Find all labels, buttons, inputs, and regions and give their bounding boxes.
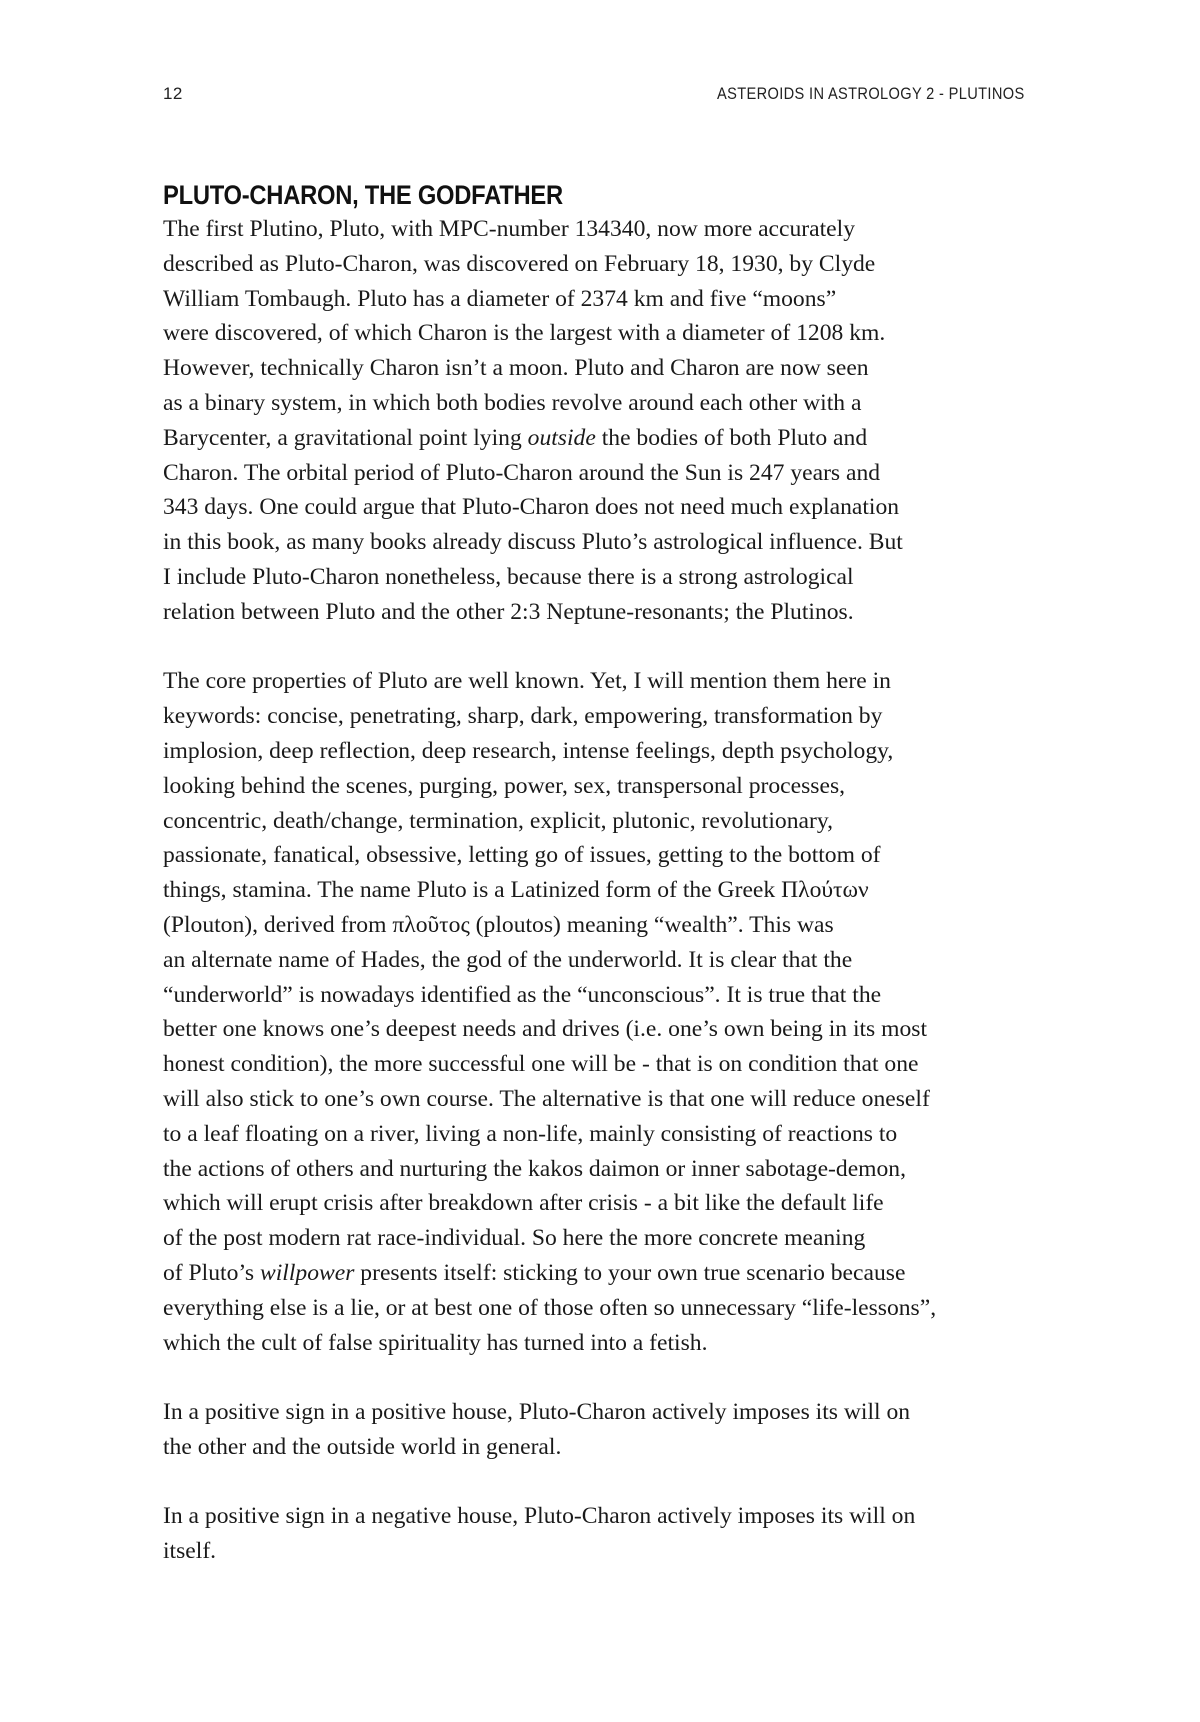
text-segment: described as Pluto-Charon, was discovered on February 18, 1930, by Clyde	[163, 250, 876, 277]
paragraph	[163, 212, 1035, 630]
text-line	[163, 316, 1035, 351]
text-segment: I include Pluto-Charon nonetheless, because there is a strong astrological	[163, 563, 854, 590]
text-line	[163, 351, 1035, 386]
text-segment: Barycenter, a gravitational point lying	[163, 424, 528, 451]
text-segment: in this book, as many books already discuss Pluto’s astrological influence. But	[163, 529, 903, 556]
text-line	[163, 1082, 1035, 1117]
text-segment: 343 days. One could argue that Pluto-Charon does not need much explanation	[163, 494, 900, 521]
text-segment: itself.	[163, 1538, 217, 1565]
paragraph	[163, 1395, 1035, 1465]
section-title: PLUTO-CHARON, THE GODFATHER	[163, 180, 563, 210]
text-line	[163, 1012, 1035, 1047]
text-line	[163, 1256, 1035, 1291]
text-segment: the bodies of both Pluto and	[595, 424, 868, 451]
text-line	[163, 595, 1035, 630]
text-segment: the actions of others and nurturing the kakos daimon or inner sabotage-demon,	[163, 1155, 907, 1182]
text-line	[163, 1152, 1035, 1187]
text-segment: everything else is a lie, or at best one of those often so unnecessary “life-lessons”,	[163, 1294, 937, 1321]
text-segment: implosion, deep reflection, deep research, intense feelings, depth psychology,	[163, 737, 894, 764]
text-line	[163, 456, 1035, 491]
text-line	[163, 421, 1035, 456]
text-segment: In a positive sign in a positive house, Pluto-Charon actively imposes its will on	[163, 1399, 911, 1426]
text-line	[163, 1395, 1035, 1430]
text-line	[163, 943, 1035, 978]
text-segment: of the post modern rat race-individual. So here the more concrete meaning	[163, 1225, 866, 1252]
text-segment: looking behind the scenes, purging, power, sex, transpersonal processes,	[163, 772, 846, 799]
text-line	[163, 978, 1035, 1013]
text-segment: “underworld” is nowadays identified as the “unconscious”. It is true that the	[163, 981, 882, 1008]
body-text	[163, 212, 1035, 1569]
text-line	[163, 664, 1035, 699]
text-segment: presents itself: sticking to your own true scenario because	[354, 1259, 906, 1286]
page-content	[163, 178, 1035, 1569]
text-segment: which the cult of false spirituality has turned into a fetish.	[163, 1329, 708, 1356]
text-line	[163, 1499, 1035, 1534]
text-line	[163, 1186, 1035, 1221]
text-line	[163, 699, 1035, 734]
text-line	[163, 734, 1035, 769]
paragraph	[163, 1499, 1035, 1569]
text-segment: keywords: concise, penetrating, sharp, dark, empowering, transformation by	[163, 703, 883, 730]
text-line	[163, 838, 1035, 873]
text-segment: concentric, death/change, termination, explicit, plutonic, revolutionary,	[163, 807, 834, 834]
text-segment: In a positive sign in a negative house, Pluto-Charon actively imposes its will on	[163, 1503, 916, 1530]
text-line	[163, 1221, 1035, 1256]
running-title: ASTEROIDS IN ASTROLOGY 2 - PLUTINOS	[717, 84, 1025, 103]
text-segment: better one knows one’s deepest needs and drives (i.e. one’s own being in its most	[163, 1016, 928, 1043]
text-line	[163, 1534, 1035, 1569]
text-line	[163, 212, 1035, 247]
text-segment: to a leaf floating on a river, living a non-life, mainly consisting of reactions to	[163, 1120, 898, 1147]
text-line	[163, 282, 1035, 317]
text-line	[163, 560, 1035, 595]
text-line	[163, 1326, 1035, 1361]
text-line	[163, 804, 1035, 839]
text-segment: honest condition), the more successful one will be - that is on condition that one	[163, 1051, 919, 1078]
text-segment: passionate, fanatical, obsessive, letting go of issues, getting to the bottom of	[163, 842, 881, 869]
paragraph	[163, 664, 1035, 1360]
text-segment: The first Plutino, Pluto, with MPC-number 134340, now more accurately	[163, 216, 855, 242]
text-line	[163, 1291, 1035, 1326]
text-line	[163, 908, 1035, 943]
text-segment: However, technically Charon isn’t a moon. Pluto and Charon are now seen	[163, 355, 869, 382]
text-segment: of Pluto’s	[163, 1259, 261, 1286]
text-segment: were discovered, of which Charon is the largest with a diameter of 1208 km.	[163, 320, 886, 347]
text-segment: William Tombaugh. Pluto has a diameter of 2374 km and five “moons”	[163, 285, 837, 312]
text-line	[163, 769, 1035, 804]
text-segment: things, stamina. The name Pluto is a Latinized form of the Greek Πλούτων	[163, 877, 869, 904]
text-segment: relation between Pluto and the other 2:3 Neptune-resonants; the Plutinos.	[163, 598, 854, 625]
text-line	[163, 525, 1035, 560]
text-segment: an alternate name of Hades, the god of the underworld. It is clear that the	[163, 946, 853, 973]
text-segment: the other and the outside world in general.	[163, 1433, 562, 1460]
text-segment: which will erupt crisis after breakdown after crisis - a bit like the default life	[163, 1190, 884, 1217]
text-line	[163, 386, 1035, 421]
text-line	[163, 490, 1035, 525]
page-number: 12	[163, 84, 183, 103]
emphasis-text: willpower	[260, 1259, 355, 1286]
text-line	[163, 1117, 1035, 1152]
running-header	[163, 84, 1025, 108]
text-line	[163, 873, 1035, 908]
text-segment: Charon. The orbital period of Pluto-Charon around the Sun is 247 years and	[163, 459, 881, 486]
text-line	[163, 247, 1035, 282]
text-segment: The core properties of Pluto are well known. Yet, I will mention them here in	[163, 668, 891, 695]
text-line	[163, 1047, 1035, 1082]
emphasis-text: outside	[527, 424, 596, 451]
text-line	[163, 1430, 1035, 1465]
text-segment: (Plouton), derived from πλοῦτος (ploutos) meaning “wealth”. This was	[163, 911, 834, 938]
text-segment: will also stick to one’s own course. The alternative is that one will reduce oneself	[163, 1085, 930, 1112]
text-segment: as a binary system, in which both bodies revolve around each other with a	[163, 389, 862, 416]
